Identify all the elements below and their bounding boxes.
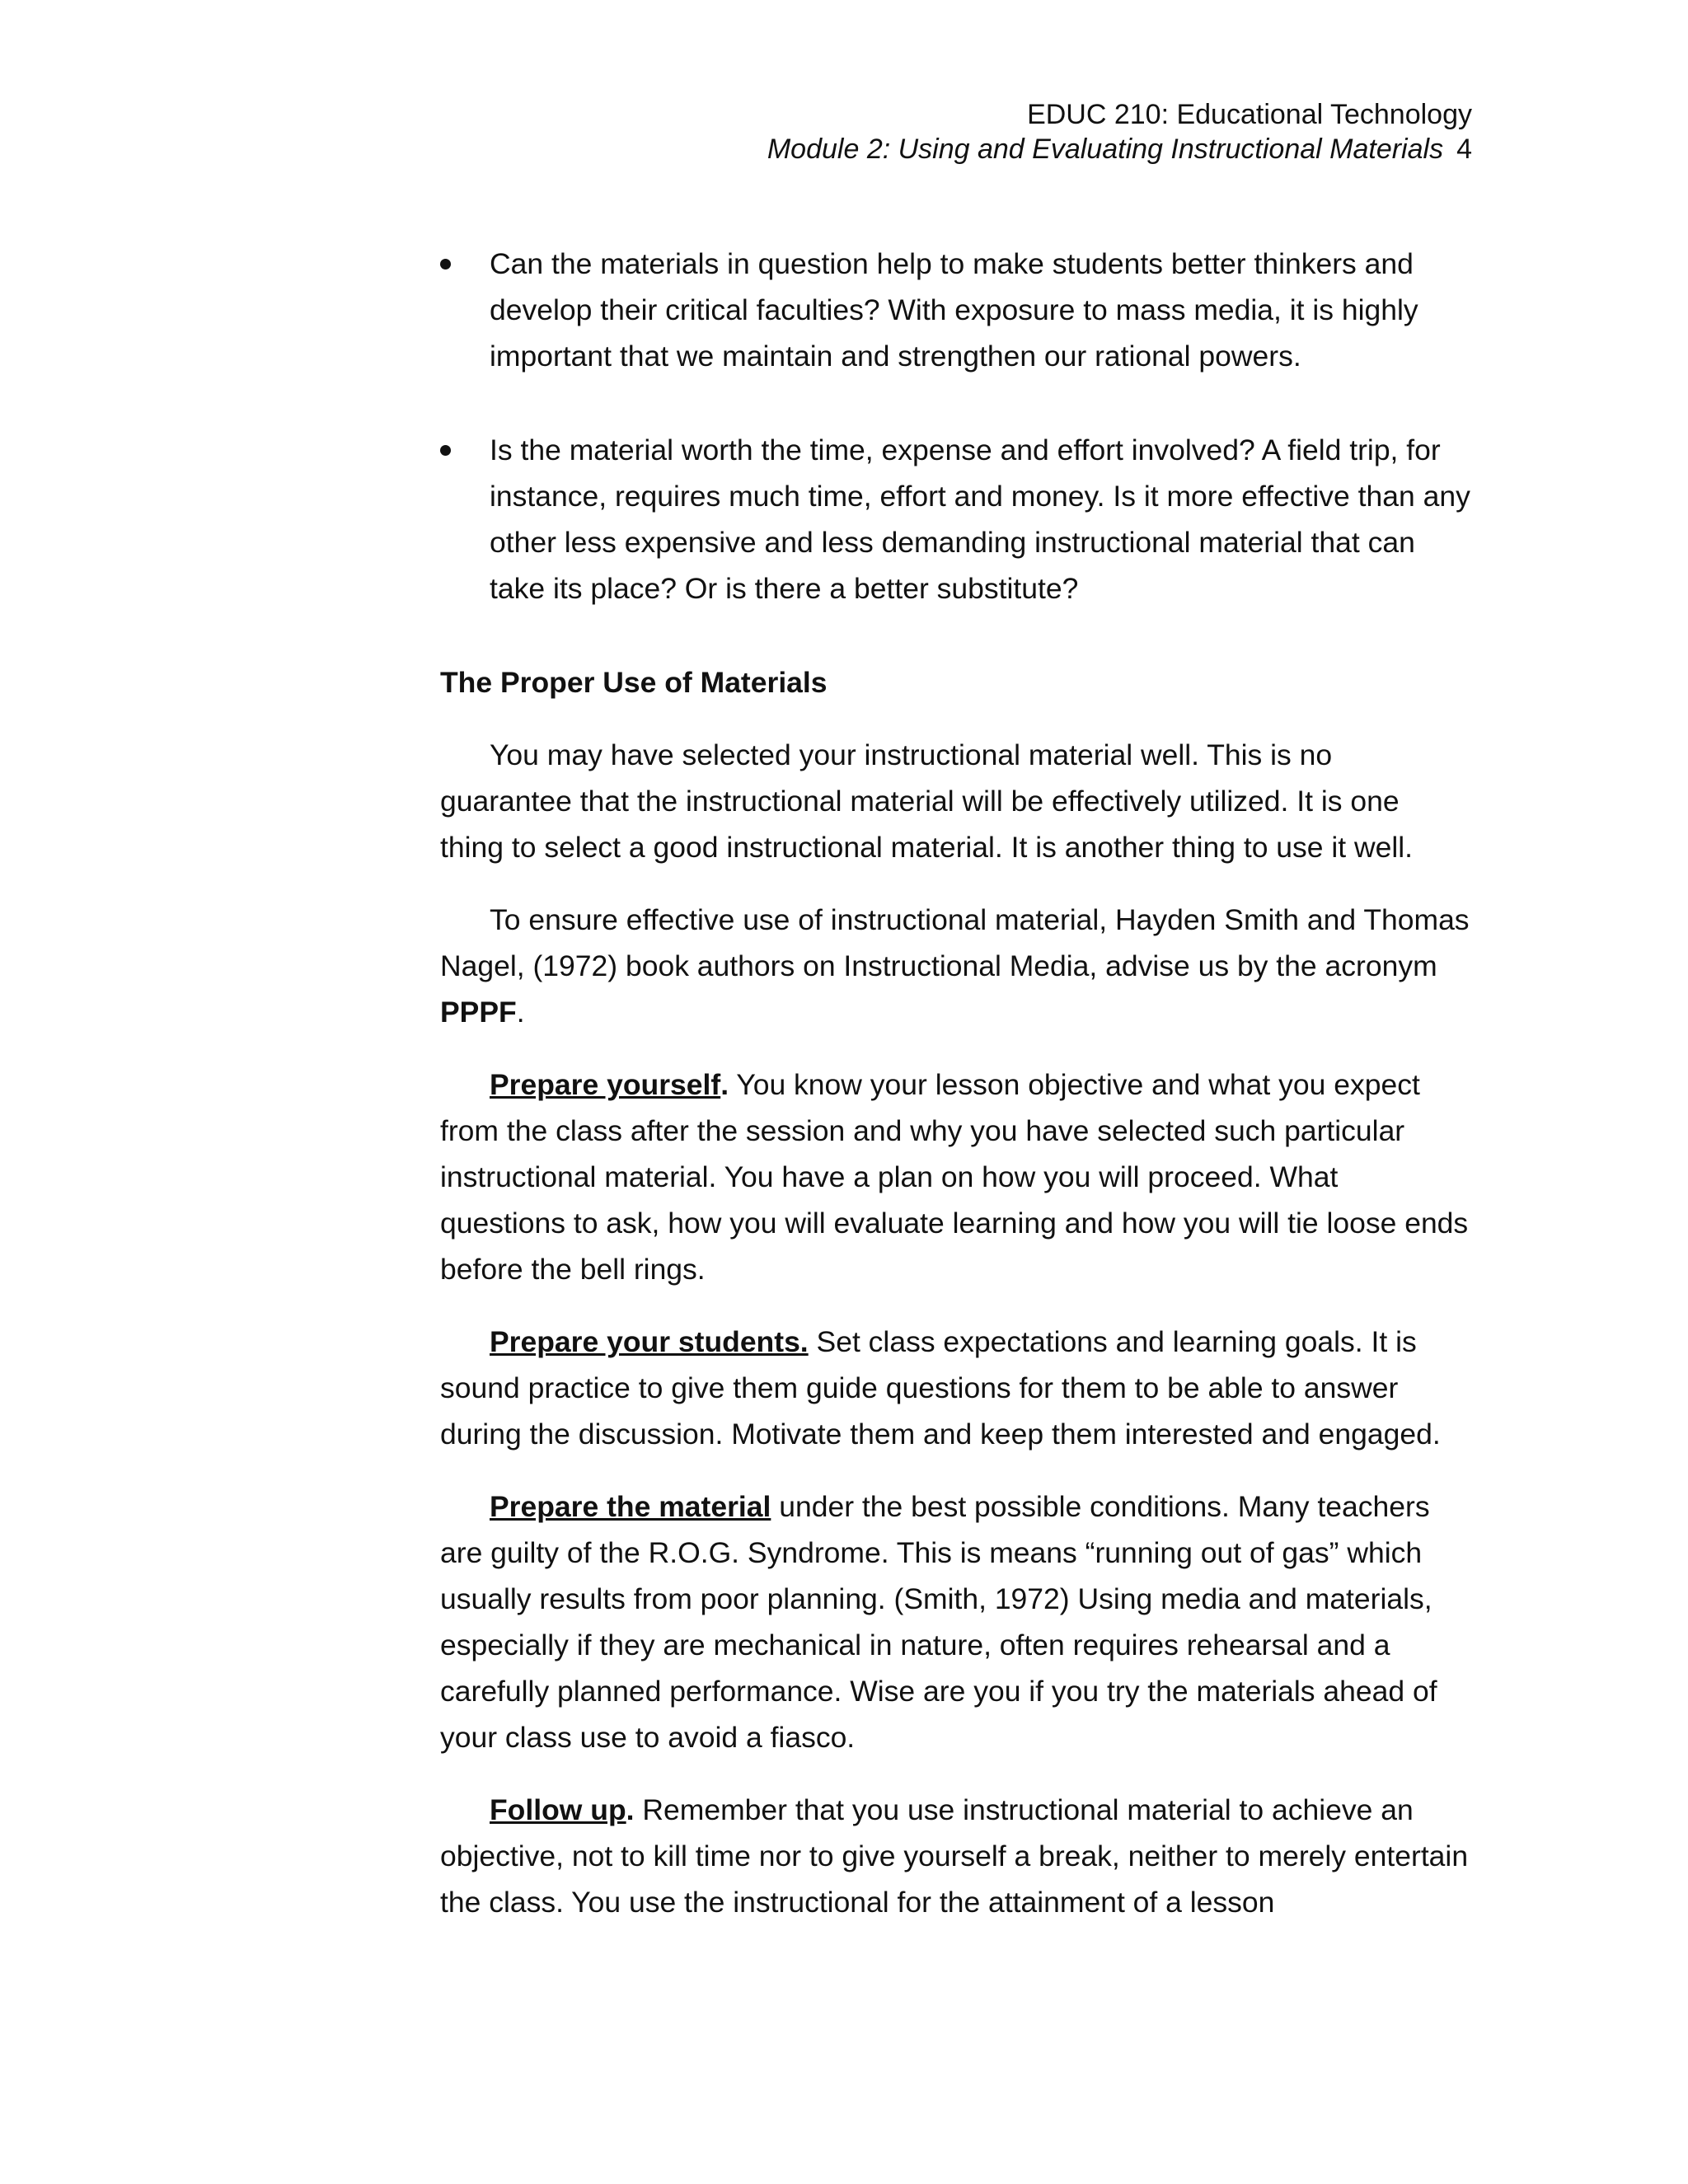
pppf-acronym: PPPF	[440, 996, 517, 1029]
module-title-line	[767, 132, 1472, 166]
paragraph-follow-up	[440, 1787, 1470, 1925]
prepare-material-text: under the best possible conditions. Many teachers are guilty of the R.O.G. Syndrome. This is means “running out of gas” which usually results from poor planning. (Smith, 1972) Using media and materials, especially if they are mechanical in nature, often requires rehearsal and a carefully planned performance. Wise are you if you try the materials ahead of your class use to avoid a fiasco.	[440, 1490, 1437, 1754]
bullet-text: Can the materials in question help to make students better thinkers and develop their critical faculties? With exposure to mass media, it is highly important that we maintain and strengthen our rational powers.	[490, 247, 1418, 373]
bullet-dot-icon	[440, 445, 451, 456]
pppf-end: .	[516, 996, 525, 1029]
prepare-yourself-period: .	[720, 1068, 729, 1101]
paragraph-pppf	[440, 897, 1470, 1035]
pppf-text: To ensure effective use of instructional material, Hayden Smith and Thomas Nagel, (1972) book authors on Instructional Media, advise us by the acronym	[440, 903, 1470, 982]
prepare-students-text: Set class expectations and learning goals. It is sound practice to give them guide questions for them to be able to answer during the discussion. Motivate them and keep them interested and engaged.	[440, 1325, 1441, 1451]
page-number: 4	[1456, 134, 1472, 165]
bullet-dot-icon	[440, 259, 451, 269]
bullet-item	[440, 241, 1470, 379]
prepare-students-lead: Prepare your students.	[490, 1325, 809, 1358]
bullet-list	[440, 241, 1470, 612]
section-heading: The Proper Use of Materials	[440, 666, 828, 699]
paragraph-prepare-yourself	[440, 1062, 1470, 1292]
paragraph-intro: You may have selected your instructional material well. This is no guarantee that the instructional material will be effectively utilized. It is one thing to select a good instructional material. It is another thing to use it well.	[440, 738, 1414, 864]
follow-up-period: .	[626, 1793, 635, 1826]
prepare-yourself-lead: Prepare yourself	[490, 1068, 721, 1101]
follow-up-text: Remember that you use instructional material to achieve an objective, not to kill time nor to give yourself a break, neither to merely entertain the class. You use the instructional for the attainment of a lesson	[440, 1793, 1469, 1919]
paragraph-prepare-material	[440, 1483, 1470, 1760]
paragraph-prepare-students	[440, 1319, 1470, 1457]
prepare-material-lead: Prepare the material	[490, 1490, 771, 1523]
course-title: EDUC 210: Educational Technology	[1027, 99, 1472, 130]
module-title: Module 2: Using and Evaluating Instructional Materials	[767, 134, 1444, 165]
bullet-item	[440, 427, 1470, 612]
bullet-text: Is the material worth the time, expense and effort involved? A field trip, for instance, requires much time, effort and money. Is it more effective than any other less expensive and less demanding instructional material that can take its place? Or is there a better substitute?	[490, 434, 1470, 605]
running-header	[767, 97, 1472, 166]
follow-up-lead: Follow up	[490, 1793, 626, 1826]
body-content	[440, 241, 1470, 1952]
prepare-yourself-text: You know your lesson objective and what you expect from the class after the session and why you have selected such particular instructional material. You have a plan on how you will proceed. What questions to ask, how you will evaluate learning and how you will tie loose ends before the bell rings.	[440, 1068, 1469, 1286]
